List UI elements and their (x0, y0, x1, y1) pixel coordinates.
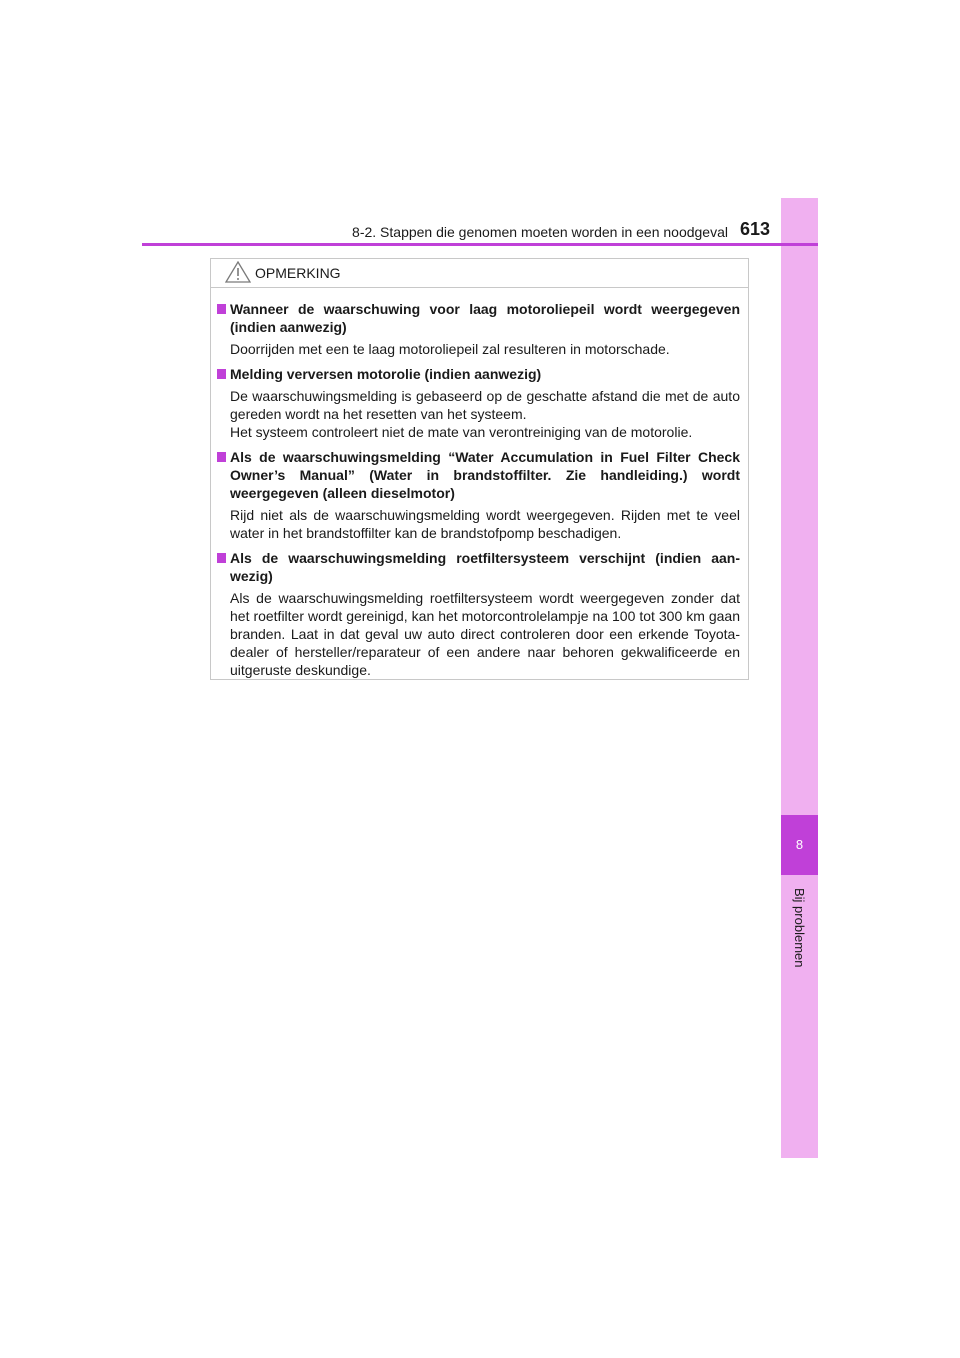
notice-item-text: Als de waarschuwingsmelding roetfiltersysteem wordt weergegeven zonder dat het roetfilter wordt gereinigd, kan het motorcontrolelampje na 100 tot 300 km gaan branden. Laat in dat geval uw auto direct controleren door een erkende Toyota-dealer of hersteller/reparateur of een andere naar behoren gekwalificeerde en uitgeruste deskundige. (230, 590, 740, 678)
notice-item (217, 365, 740, 441)
notice-item-title: Wanneer de waarschuwing voor laag motoroliepeil wordt weergegeven (indien aanwezig) (230, 301, 740, 335)
notice-item-text: Doorrijden met een te laag motoroliepeil zal resulteren in motorschade. (230, 341, 670, 357)
square-bullet-icon (217, 369, 226, 379)
square-bullet-icon (217, 452, 226, 462)
square-bullet-icon (217, 304, 226, 314)
notice-item-title: Als de waarschuwingsmelding “Water Accumulation in Fuel Filter Check Owner’s Manual” (Water in brandstoffilter. Zie handleiding.) wordt weergegeven (alleen dieselmotor) (230, 449, 740, 501)
notice-heading: OPMERKING (255, 265, 341, 281)
notice-item (217, 448, 740, 542)
notice-body (211, 288, 748, 679)
notice-item-title: Als de waarschuwingsmelding roetfiltersysteem verschijnt (indien aan-wezig) (230, 550, 740, 584)
chapter-label: Bij problemen (792, 888, 807, 968)
notice-item-text: Rijd niet als de waarschuwingsmelding wordt weergegeven. Rijden met te veel water in het brandstoffilter kan de brandstofpomp beschadigen. (230, 507, 740, 541)
chapter-number: 8 (781, 815, 818, 875)
section-title: 8-2. Stappen die genomen moeten worden in een noodgeval (352, 224, 728, 240)
page-number: 613 (740, 219, 771, 239)
square-bullet-icon (217, 553, 226, 563)
notice-item (217, 300, 740, 358)
notice-item-title: Melding verversen motorolie (indien aanwezig) (230, 366, 542, 382)
warning-triangle-icon (225, 261, 251, 283)
notice-item-text: De waarschuwingsmelding is gebaseerd op de geschatte afstand die met de auto gereden wordt na het resetten van het systeem. (230, 388, 740, 422)
chapter-label-wrap (781, 888, 818, 1008)
chapter-side-tab (781, 198, 818, 1158)
notice-box (210, 258, 749, 680)
header-divider (142, 243, 818, 246)
notice-item (217, 549, 740, 679)
notice-item-text: Het systeem controleert niet de mate van verontreiniging van de motorolie. (230, 424, 693, 440)
notice-header (211, 259, 748, 288)
